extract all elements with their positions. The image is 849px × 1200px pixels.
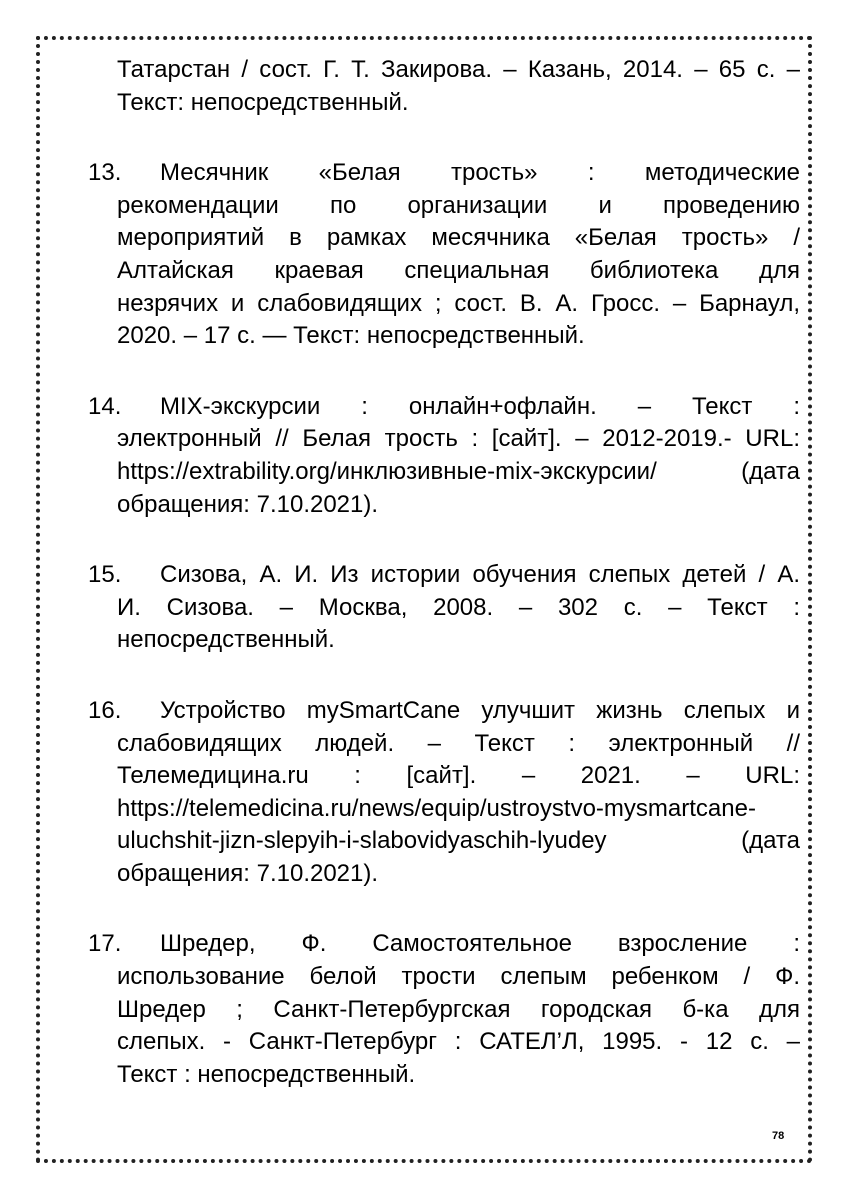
text-line: обращения: 7.10.2021). (117, 490, 379, 518)
text-line: 2020. – 17 с. — Текст: непосредственный. (117, 322, 585, 350)
text-line: Текст: непосредственный. (117, 88, 409, 116)
text-line: https://telemedicina.ru/news/equip/ustroystvo-mysmartcane- (117, 794, 756, 822)
entry-number: 14. (88, 392, 122, 420)
text-line: MIX-экскурсии : онлайн+офлайн. – Текст : (160, 392, 800, 420)
text-line: Шредер ; Санкт-Петербургская городская б-ка для (117, 995, 800, 1023)
text-line: Шредер, Ф. Самостоятельное взросление : (160, 930, 800, 958)
entry-number: 15. (88, 561, 122, 589)
text-line: https://extrability.org/инклюзивные-mix-экскурсии/ (дата (117, 457, 800, 485)
bibliography-entry-continuation (117, 54, 800, 119)
text-line: электронный // Белая трость : [сайт]. – 2012-2019.- URL: (117, 425, 800, 453)
text-line: непосредственный. (117, 626, 335, 654)
text-line: слепых. - Санкт-Петербург : САТЕЛ’Л, 1995. - 12 с. – (117, 1028, 800, 1056)
text-line: Алтайская краевая специальная библиотека для (117, 256, 800, 284)
bibliography-entry (88, 157, 800, 353)
text-line: мероприятий в рамках месячника «Белая трость» / (117, 224, 800, 252)
text-line: Сизова, А. И. Из истории обучения слепых детей / А. (160, 561, 800, 589)
text-line: незрячих и слабовидящих ; сост. В. А. Гросс. – Барнаул, (117, 289, 800, 317)
text-line: Текст : непосредственный. (117, 1060, 416, 1088)
entry-number: 16. (88, 696, 122, 724)
bibliography-entry (88, 695, 800, 891)
page-number: 78 (772, 1130, 785, 1142)
text-line: слабовидящих людей. – Текст : электронный // (117, 729, 800, 757)
text-line: uluchshit-jizn-slepyih-i-slabovidyaschih-lyudey (дата (117, 827, 800, 855)
text-line: Устройство mySmartCane улучшит жизнь слепых и (160, 696, 800, 724)
entry-number: 17. (88, 930, 122, 958)
text-line: Месячник «Белая трость» : методические (160, 159, 800, 187)
text-line: использование белой трости слепым ребенком / Ф. (117, 963, 800, 991)
entry-number: 13. (88, 159, 122, 187)
text-line: рекомендации по организации и проведению (117, 191, 800, 219)
bibliography-entry (88, 928, 800, 1091)
bibliography-entry (88, 391, 800, 521)
text-line: обращения: 7.10.2021). (117, 859, 379, 887)
text-line: Татарстан / сост. Г. Т. Закирова. – Казань, 2014. – 65 с. – (117, 56, 800, 83)
text-line: Телемедицина.ru : [сайт]. – 2021. – URL: (117, 762, 800, 790)
text-line: И. Сизова. – Москва, 2008. – 302 с. – Текст : (117, 593, 800, 621)
bibliography-entry (88, 559, 800, 657)
bibliography-list (88, 54, 800, 1129)
